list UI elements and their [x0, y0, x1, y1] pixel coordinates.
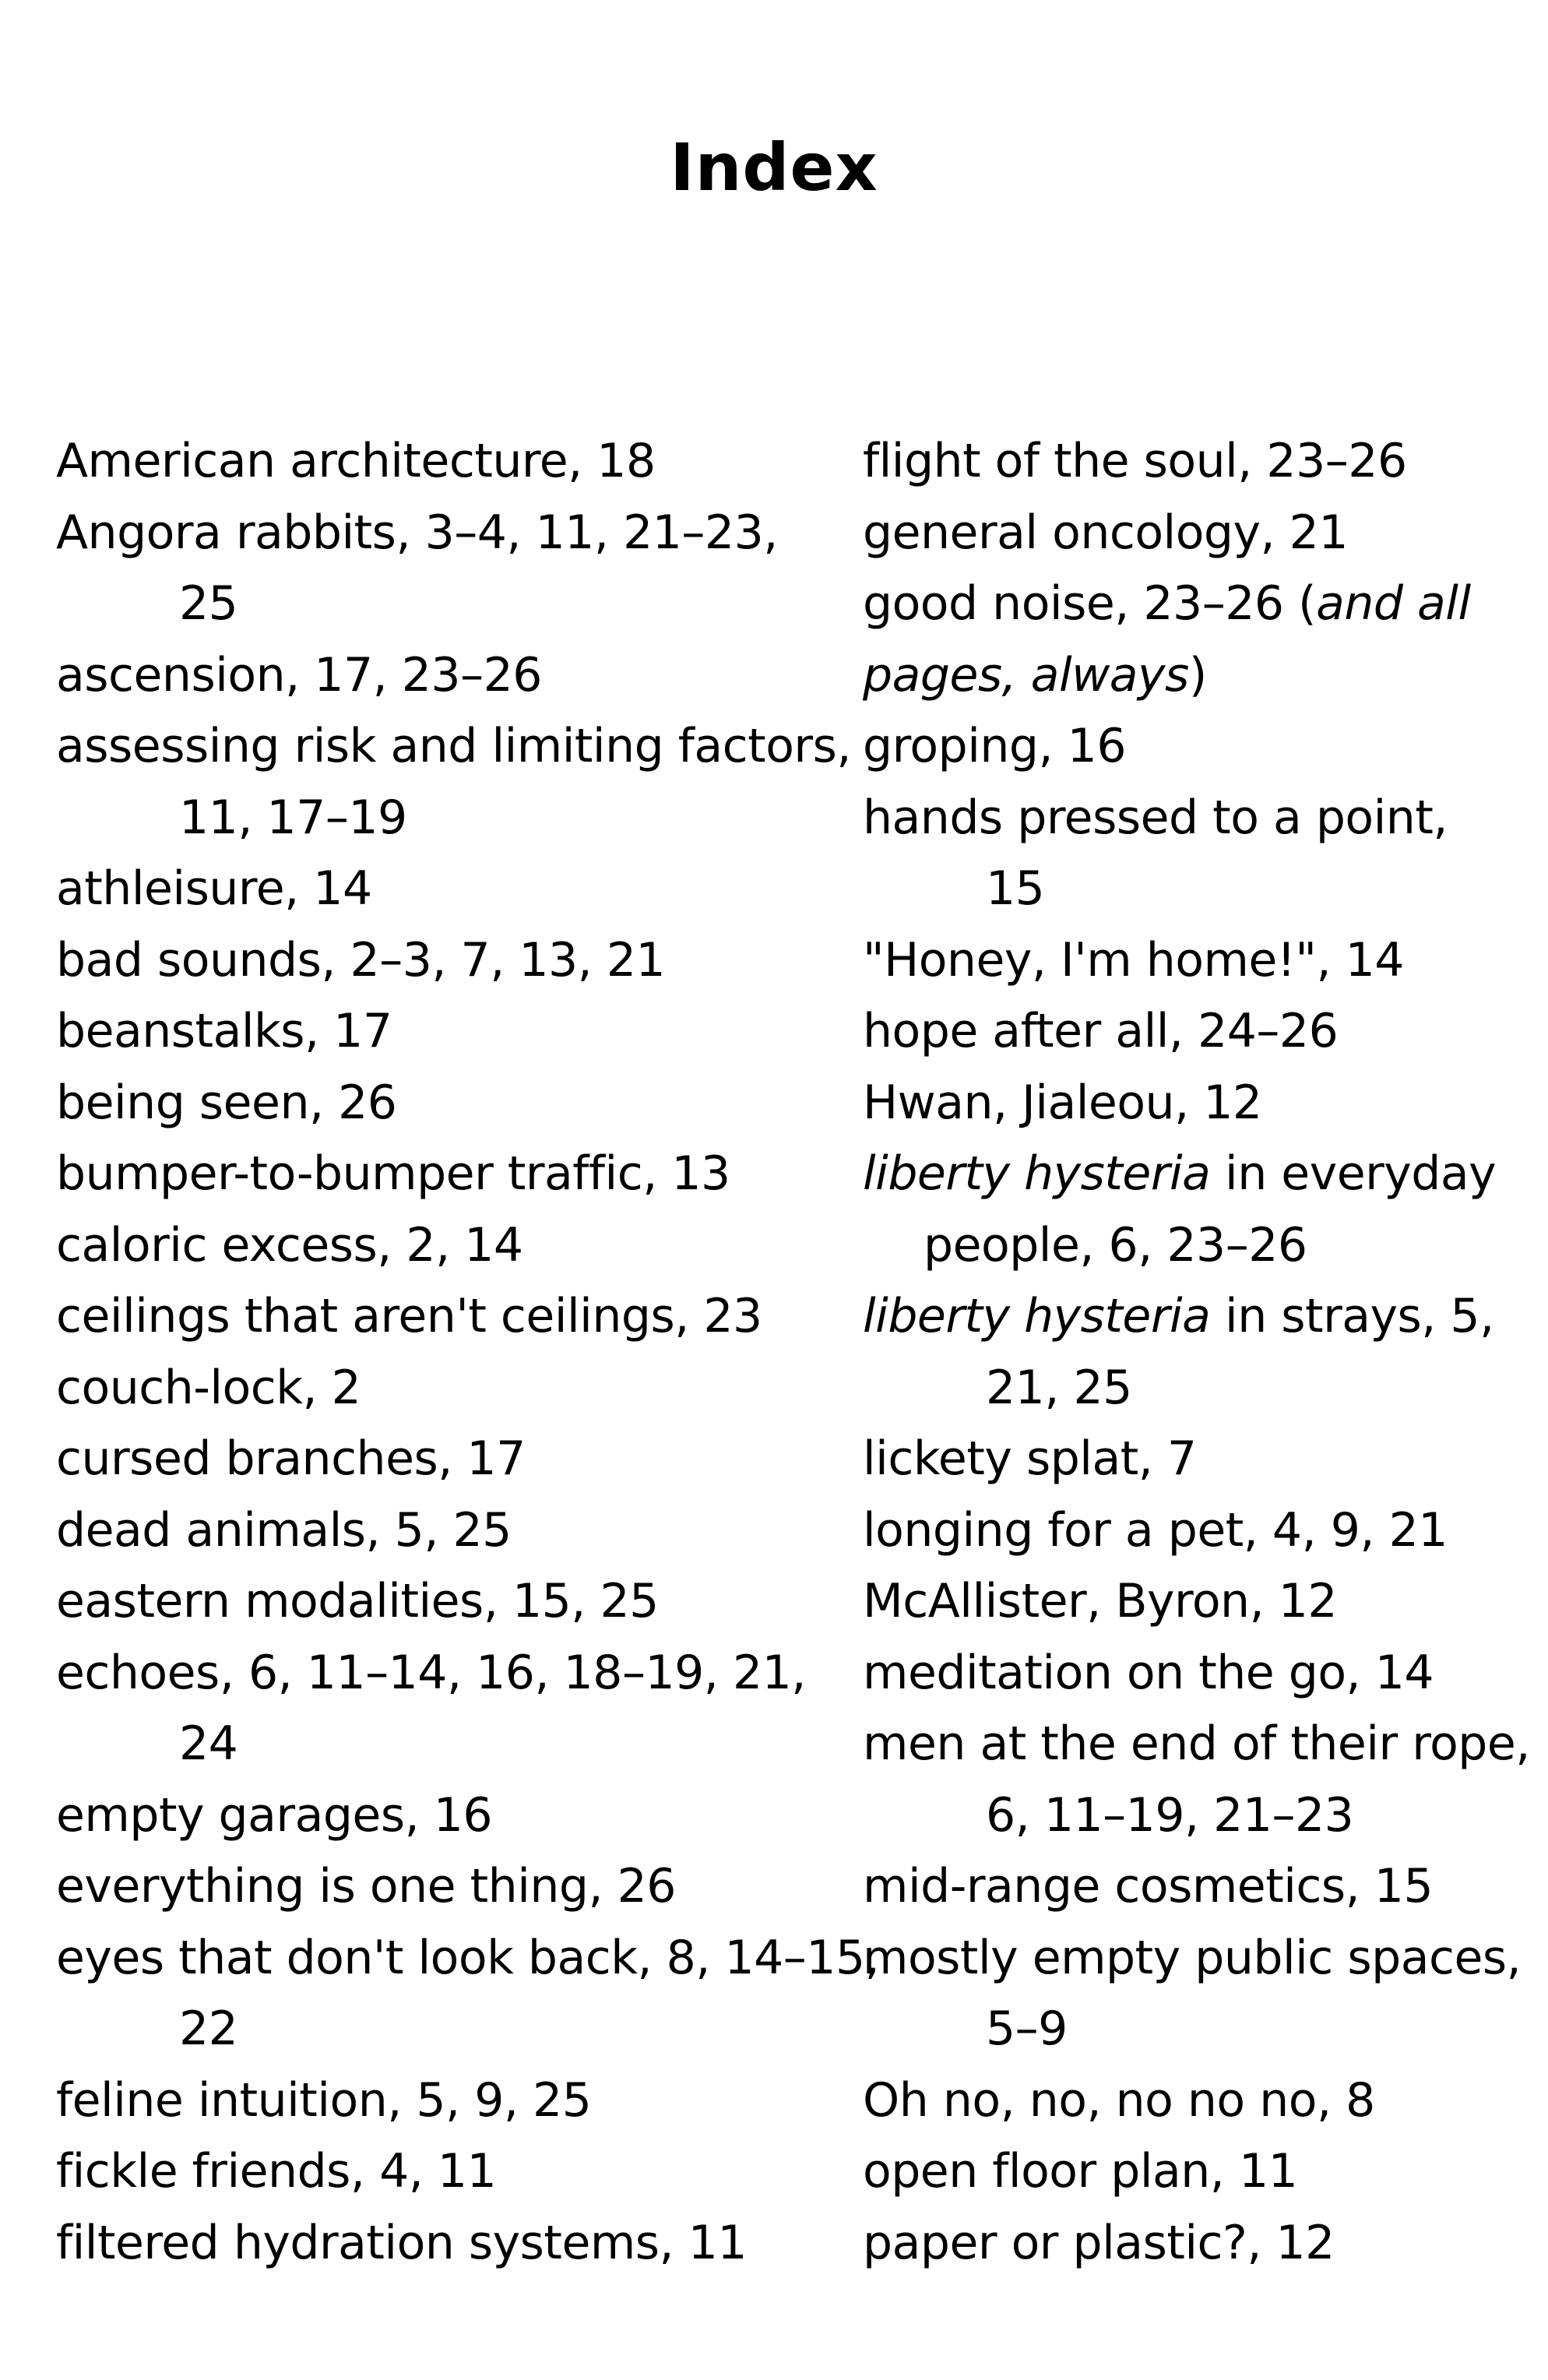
index-entry: hands pressed to a point, [863, 790, 1448, 845]
index-entry: paper or plastic?, 12 [863, 2215, 1335, 2270]
index-entry: couch-lock, 2 [56, 1360, 361, 1415]
index-entry: mostly empty public spaces, [863, 1930, 1522, 1985]
index-entry: empty garages, 16 [56, 1787, 493, 1843]
index-entry-continuation: 6, 11–19, 21–23 [986, 1787, 1354, 1843]
index-entry-italic: and all [1316, 576, 1471, 631]
index-entry: liberty hysteria in everyday [863, 1146, 1497, 1201]
index-entry: caloric excess, 2, 14 [56, 1217, 523, 1273]
index-entry: Hwan, Jialeou, 12 [863, 1075, 1262, 1130]
index-entry: fickle friends, 4, 11 [56, 2144, 497, 2199]
index-entry: liberty hysteria in strays, 5, [863, 1289, 1494, 1343]
index-entry: echoes, 6, 11–14, 16, 18–19, 21, [56, 1645, 806, 1700]
index-entry: ascension, 17, 23–26 [56, 647, 542, 702]
index-entry-continuation: 22 [179, 2002, 238, 2056]
page-title: Index [670, 129, 878, 206]
index-entry: bumper-to-bumper traffic, 13 [56, 1146, 730, 1201]
index-entry: open floor plan, 11 [863, 2144, 1298, 2199]
index-entry-continuation: people, 6, 23–26 [924, 1217, 1307, 1273]
index-entry: being seen, 26 [56, 1075, 397, 1130]
index-entry-italic: liberty hysteria [863, 1146, 1211, 1201]
index-entry: groping, 16 [863, 719, 1127, 773]
index-entry: Angora rabbits, 3–4, 11, 21–23, [56, 505, 778, 560]
index-entry: everything is one thing, 26 [56, 1859, 676, 1914]
index-column-left [56, 426, 879, 2279]
index-entry: good noise, 23–26 (and all [863, 576, 1471, 631]
index-entry-continuation: 25 [179, 576, 238, 631]
index-entry-italic: liberty hysteria [863, 1289, 1211, 1343]
index-entry: cursed branches, 17 [56, 1431, 526, 1486]
index-entry: eastern modalities, 15, 25 [56, 1574, 659, 1628]
index-entry: hope after all, 24–26 [863, 1004, 1339, 1058]
index-entry: dead animals, 5, 25 [56, 1502, 512, 1558]
index-entry: feline intuition, 5, 9, 25 [56, 2072, 592, 2128]
index-entry-continuation: 15 [986, 861, 1045, 916]
index-entry: "Honey, I'm home!", 14 [863, 932, 1404, 988]
index-entry-continuation: 21, 25 [986, 1360, 1132, 1415]
index-entry: eyes that don't look back, 8, 14–15, [56, 1930, 880, 1985]
index-entry: lickety splat, 7 [863, 1431, 1197, 1486]
index-entry: meditation on the go, 14 [863, 1645, 1434, 1700]
index-entry: athleisure, 14 [56, 861, 372, 916]
index-entry: general oncology, 21 [863, 505, 1349, 560]
index-entry-continuation: 5–9 [986, 2002, 1068, 2056]
index-entry: filtered hydration systems, 11 [56, 2215, 748, 2270]
index-entry: McAllister, Byron, 12 [863, 1574, 1338, 1628]
index-entry: longing for a pet, 4, 9, 21 [863, 1502, 1448, 1558]
index-entry-continuation: 11, 17–19 [179, 790, 407, 845]
index-entry: beanstalks, 17 [56, 1004, 392, 1058]
index-entry: American architecture, 18 [56, 434, 656, 488]
index-entry: mid-range cosmetics, 15 [863, 1859, 1434, 1914]
index-entry: men at the end of their rope, [863, 1716, 1530, 1771]
index-entry: flight of the soul, 23–26 [863, 434, 1407, 488]
index-entry-continuation: 24 [179, 1716, 238, 1771]
index-entry: bad sounds, 2–3, 7, 13, 21 [56, 932, 666, 988]
index-entry: Oh no, no, no no no, 8 [863, 2072, 1375, 2128]
index-entry: assessing risk and limiting factors, [56, 719, 851, 773]
index-entry: ceilings that aren't ceilings, 23 [56, 1289, 762, 1343]
index-entry-italic: pages, always [863, 647, 1189, 702]
index-entry-continuation: pages, always) [863, 647, 1207, 702]
index-column-right [863, 426, 1530, 2279]
